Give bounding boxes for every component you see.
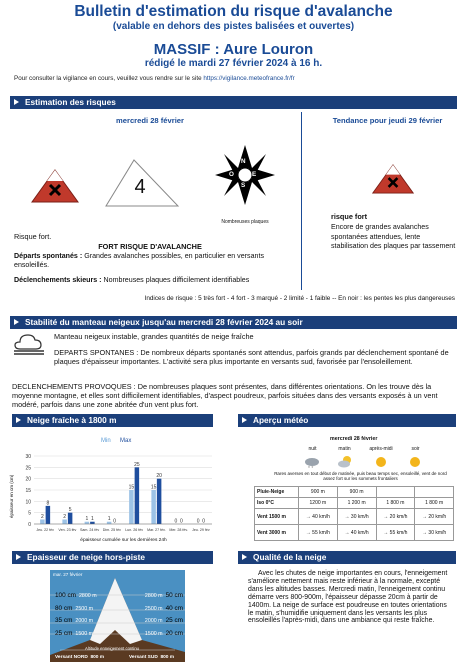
compass-s: S bbox=[241, 182, 246, 189]
x-tick-label: Mar. 27 fév. bbox=[147, 528, 166, 532]
declench-block bbox=[14, 276, 296, 284]
meteo-cell: 900 m bbox=[337, 487, 376, 498]
meteo-cell: → 30 km/h bbox=[337, 509, 376, 525]
stabilite-provoques: DECLENCHEMENTS PROVOQUES : De nombreuses plaques sont présentes, dans différentes orientations. On les trouve dès la moyenne montagne, et elles sont difficilement identifiables, d'aspect poudreux, parfois situées dans des versants exposés à un vent modéré, parfois dans une zone abritée d'un vent plus fort. bbox=[12, 382, 438, 410]
bar-max bbox=[46, 506, 51, 524]
depth-row-left bbox=[55, 630, 115, 643]
meteo-cell bbox=[415, 487, 454, 498]
day2-heading: Tendance pour jeudi 29 février bbox=[332, 116, 443, 125]
meteo-cell: 1 200 m bbox=[337, 498, 376, 509]
bar-max bbox=[157, 479, 162, 524]
meteo-cell: 1 800 m bbox=[415, 498, 454, 509]
data-label: 0 bbox=[179, 518, 183, 525]
y-tick-label: 30 bbox=[25, 454, 31, 460]
y-tick-label: 10 bbox=[25, 499, 31, 506]
data-label: 1 bbox=[107, 516, 111, 523]
meteo-cell: 1200 m bbox=[299, 498, 338, 509]
compass-n: N bbox=[241, 158, 246, 165]
depth-cm: 25 cm bbox=[165, 617, 183, 624]
bulletin-title: Bulletin d'estimation du risque d'avalanche bbox=[74, 3, 393, 20]
data-label: 15 bbox=[150, 484, 157, 491]
x-tick-label: Sam. 24 fév bbox=[80, 528, 100, 532]
y-tick-label: 0 bbox=[28, 522, 31, 528]
risk-indices-legend: Indices de risque : 5 très fort - 4 fort - 3 marqué - 2 limité - 1 faible -- En noir : les pentes les plus dangereuses bbox=[144, 295, 455, 302]
depth-alt: 2000 m bbox=[144, 618, 163, 624]
versant-sud bbox=[129, 655, 174, 660]
meteo-cell: → 30 km/h bbox=[415, 525, 454, 541]
depth-alt: 2800 m bbox=[144, 593, 163, 599]
meteo-cell: 1 800 m bbox=[376, 498, 415, 509]
meteo-cell: → 20 km/h bbox=[415, 509, 454, 525]
compass-e: E bbox=[252, 171, 257, 178]
meteo-row bbox=[255, 509, 454, 525]
depth-cm: 50 cm bbox=[165, 592, 183, 599]
data-label: 20 bbox=[156, 473, 162, 480]
day-divider bbox=[301, 112, 302, 290]
depth-row-right bbox=[127, 592, 183, 605]
depth-row-left bbox=[55, 592, 115, 605]
depth-alt: 2500 m bbox=[75, 605, 94, 612]
meteo-cell: 900 m bbox=[299, 487, 338, 498]
depth-alt: 1500 m bbox=[144, 630, 163, 637]
departs-label: Départs spontanés : bbox=[14, 252, 83, 260]
stabilite-intro: Manteau neigeux instable, grandes quantités de neige fraîche bbox=[54, 332, 254, 341]
vigilance-link[interactable]: https://vigilance.meteofrance.fr/fr bbox=[203, 75, 295, 82]
section-epaisseur: Epaisseur de neige hors-piste bbox=[12, 551, 213, 564]
x-tick-label: Lun. 26 fév bbox=[125, 528, 144, 532]
depth-cm: 40 cm bbox=[165, 604, 183, 612]
versant-nord bbox=[55, 655, 104, 660]
depth-alt: 2000 m bbox=[75, 618, 94, 624]
declench-label: Déclenchements skieurs : bbox=[14, 276, 102, 284]
legend-max: Max bbox=[120, 438, 132, 444]
meteo-row-label: Vent 1500 m bbox=[255, 509, 299, 525]
depth-row-right bbox=[127, 605, 183, 618]
y-tick-label: 5 bbox=[28, 510, 31, 517]
section-neige-fraiche: Neige fraîche à 1800 m bbox=[12, 414, 213, 427]
meteo-row bbox=[255, 487, 454, 498]
data-label: 1 bbox=[90, 516, 94, 523]
limit-text: Altitude enneigement continu bbox=[85, 646, 140, 651]
meteo-cell bbox=[376, 487, 415, 498]
depth-alt: 2500 m bbox=[144, 605, 163, 612]
data-label: 15 bbox=[128, 484, 135, 491]
section-meteo: Aperçu météo bbox=[238, 414, 456, 427]
tendance-text: Encore de grandes avalanches spontanées attendues, lente stabilisation des plaques par tassement bbox=[331, 223, 456, 251]
section-qualite: Qualité de la neige bbox=[238, 551, 456, 564]
nord-alt: 800 m bbox=[90, 655, 105, 660]
departs-text: Grandes avalanches possibles, en particulier en versants ensoleillés. bbox=[14, 252, 264, 270]
sud-label: Versant SUD bbox=[129, 655, 158, 660]
consult-line bbox=[14, 75, 295, 82]
day1-heading: mercredi 28 février bbox=[116, 116, 184, 125]
meteo-row-label: Iso 0°C bbox=[255, 498, 299, 509]
tendance-pictogram-icon bbox=[371, 163, 415, 195]
data-label: 0 bbox=[174, 518, 178, 525]
sun-icon bbox=[410, 457, 420, 467]
period-apres-midi: après-midi bbox=[369, 446, 393, 452]
bar-min bbox=[129, 490, 134, 524]
depth-row-right bbox=[127, 617, 183, 630]
chart-ylabel: épaisseur en cm (cm) bbox=[9, 474, 14, 518]
chart-xlabel: épaisseur cumulée sur les dernières 24h bbox=[80, 538, 167, 543]
departs-block bbox=[14, 252, 296, 270]
meteo-cell: → 20 km/h bbox=[376, 509, 415, 525]
x-tick-label: Jeu. 29 fév bbox=[192, 528, 210, 532]
depth-alt: 1500 m bbox=[75, 630, 94, 637]
meteo-row bbox=[255, 498, 454, 509]
risk-index-number: 4 bbox=[134, 176, 146, 198]
y-tick-label: 25 bbox=[25, 465, 31, 472]
snow-cloud-icon bbox=[305, 458, 319, 471]
risk-pictogram-icon bbox=[30, 168, 80, 204]
period-matin: matin bbox=[338, 446, 351, 452]
declench-text: Nombreuses plaques difficilement identifiables bbox=[103, 276, 250, 284]
bar-max bbox=[68, 513, 73, 524]
period-soir: soir bbox=[411, 446, 420, 452]
compass-o: O bbox=[229, 171, 234, 178]
data-label: 25 bbox=[134, 461, 140, 468]
consult-text: Pour consulter la vigilance en cours, veuillez vous rendre sur le site bbox=[14, 75, 202, 82]
depth-cm: 25 cm bbox=[55, 629, 73, 637]
sun-icon bbox=[376, 457, 386, 467]
depth-cm: 80 cm bbox=[55, 604, 73, 612]
redaction-date: rédigé le mardi 27 février 2024 à 16 h. bbox=[144, 58, 323, 69]
x-tick-label: Jeu. 22 fév bbox=[36, 528, 54, 532]
data-label: 0 bbox=[196, 518, 200, 525]
meteo-cell: → 55 km/h bbox=[299, 525, 338, 541]
meteo-cell: → 40 km/h bbox=[299, 509, 338, 525]
data-label: 5 bbox=[68, 507, 72, 514]
massif-name: MASSIF : Aure Louron bbox=[153, 41, 314, 58]
x-tick-label: Dim. 25 fév bbox=[102, 528, 121, 532]
risk-title: FORT RISQUE D'AVALANCHE bbox=[98, 242, 202, 251]
svg-text:* *: * * bbox=[308, 466, 314, 471]
stabilite-departs: DEPARTS SPONTANES : De nombreux départs spontanés sont attendus, parfois grands par déclenchement spontané de plaques d'épaisseur importantes. L'activité sera plus importante en versants sud, favorisée par l'ensoleillement. bbox=[54, 348, 449, 367]
sud-alt: 800 m bbox=[160, 655, 175, 660]
meteo-row bbox=[255, 525, 454, 541]
data-label: 2 bbox=[40, 513, 44, 520]
section-estimation: Estimation des risques bbox=[10, 96, 457, 109]
depth-row-right bbox=[127, 630, 183, 643]
meteo-table bbox=[254, 486, 454, 541]
section-stabilite: Stabilité du manteau neigeux jusqu'au mercredi 28 février 2024 au soir bbox=[10, 316, 457, 329]
compass-caption: Nombreuses plaques bbox=[221, 219, 269, 225]
meteo-row-label: Vent 3000 m bbox=[255, 525, 299, 541]
bulletin-subtitle: (valable en dehors des pistes balisées et ouvertes) bbox=[112, 21, 355, 32]
epaisseur-date: mar. 27 février bbox=[53, 572, 83, 577]
bar-min bbox=[40, 519, 45, 524]
depth-alt: 2800 m bbox=[78, 593, 97, 599]
snowfall-chart bbox=[12, 448, 218, 538]
y-tick-label: 20 bbox=[25, 476, 31, 483]
sun-cloud-icon bbox=[338, 456, 351, 468]
meteo-cell: → 55 km/h bbox=[376, 525, 415, 541]
x-tick-label: Ven. 23 fév bbox=[58, 528, 77, 532]
depth-cm: 100 cm bbox=[55, 592, 76, 599]
depth-cm: 20 cm bbox=[165, 629, 183, 637]
meteo-row-label: Pluie-Neige bbox=[255, 487, 299, 498]
x-tick-label: Mer. 28 fév. bbox=[169, 528, 188, 532]
period-nuit: nuit bbox=[308, 446, 317, 452]
meteo-date: mercredi 28 février bbox=[330, 436, 378, 442]
legend-min: Min bbox=[101, 438, 111, 444]
data-label: 0 bbox=[202, 518, 206, 525]
snowpack-icon bbox=[12, 332, 46, 356]
depth-row-left bbox=[55, 617, 115, 630]
risk-label: Risque fort. bbox=[14, 232, 52, 241]
depth-cm: 35 cm bbox=[55, 617, 73, 624]
qualite-text: Avec les chutes de neige importantes en cours, l'enneigement s'améliore nettement mais reste inférieur à la normale, excepté dans les altitudes basses. Mercredi matin, l'enneigement continu démarre vers 800-900m, l'épaisseur dépasse 20cm à partir de 1400m. La neige de surface est poudreuse en toutes orientations le matin, s'humidifie uniquement dans les versants les plus ensoleillés l'après-midi, dans une ambiance qui reste fraîche. bbox=[248, 570, 448, 625]
data-label: 2 bbox=[63, 513, 67, 520]
meteo-note: Rares averses en tout début de matinée, puis beau temps sec, ensoleillé, vent de nord assez fort sur les sommets frontaliers bbox=[274, 471, 447, 482]
data-label: 8 bbox=[46, 500, 50, 507]
meteo-cell: → 40 km/h bbox=[337, 525, 376, 541]
data-label: 1 bbox=[85, 516, 89, 523]
y-tick-label: 15 bbox=[25, 488, 31, 494]
nord-label: Versant NORD bbox=[55, 655, 88, 660]
data-label: 0 bbox=[113, 518, 117, 525]
bar-min bbox=[62, 519, 67, 524]
bar-min bbox=[151, 490, 156, 524]
tendance-title: risque fort bbox=[331, 212, 368, 221]
depth-row-left bbox=[55, 605, 115, 618]
bar-max bbox=[135, 467, 140, 524]
